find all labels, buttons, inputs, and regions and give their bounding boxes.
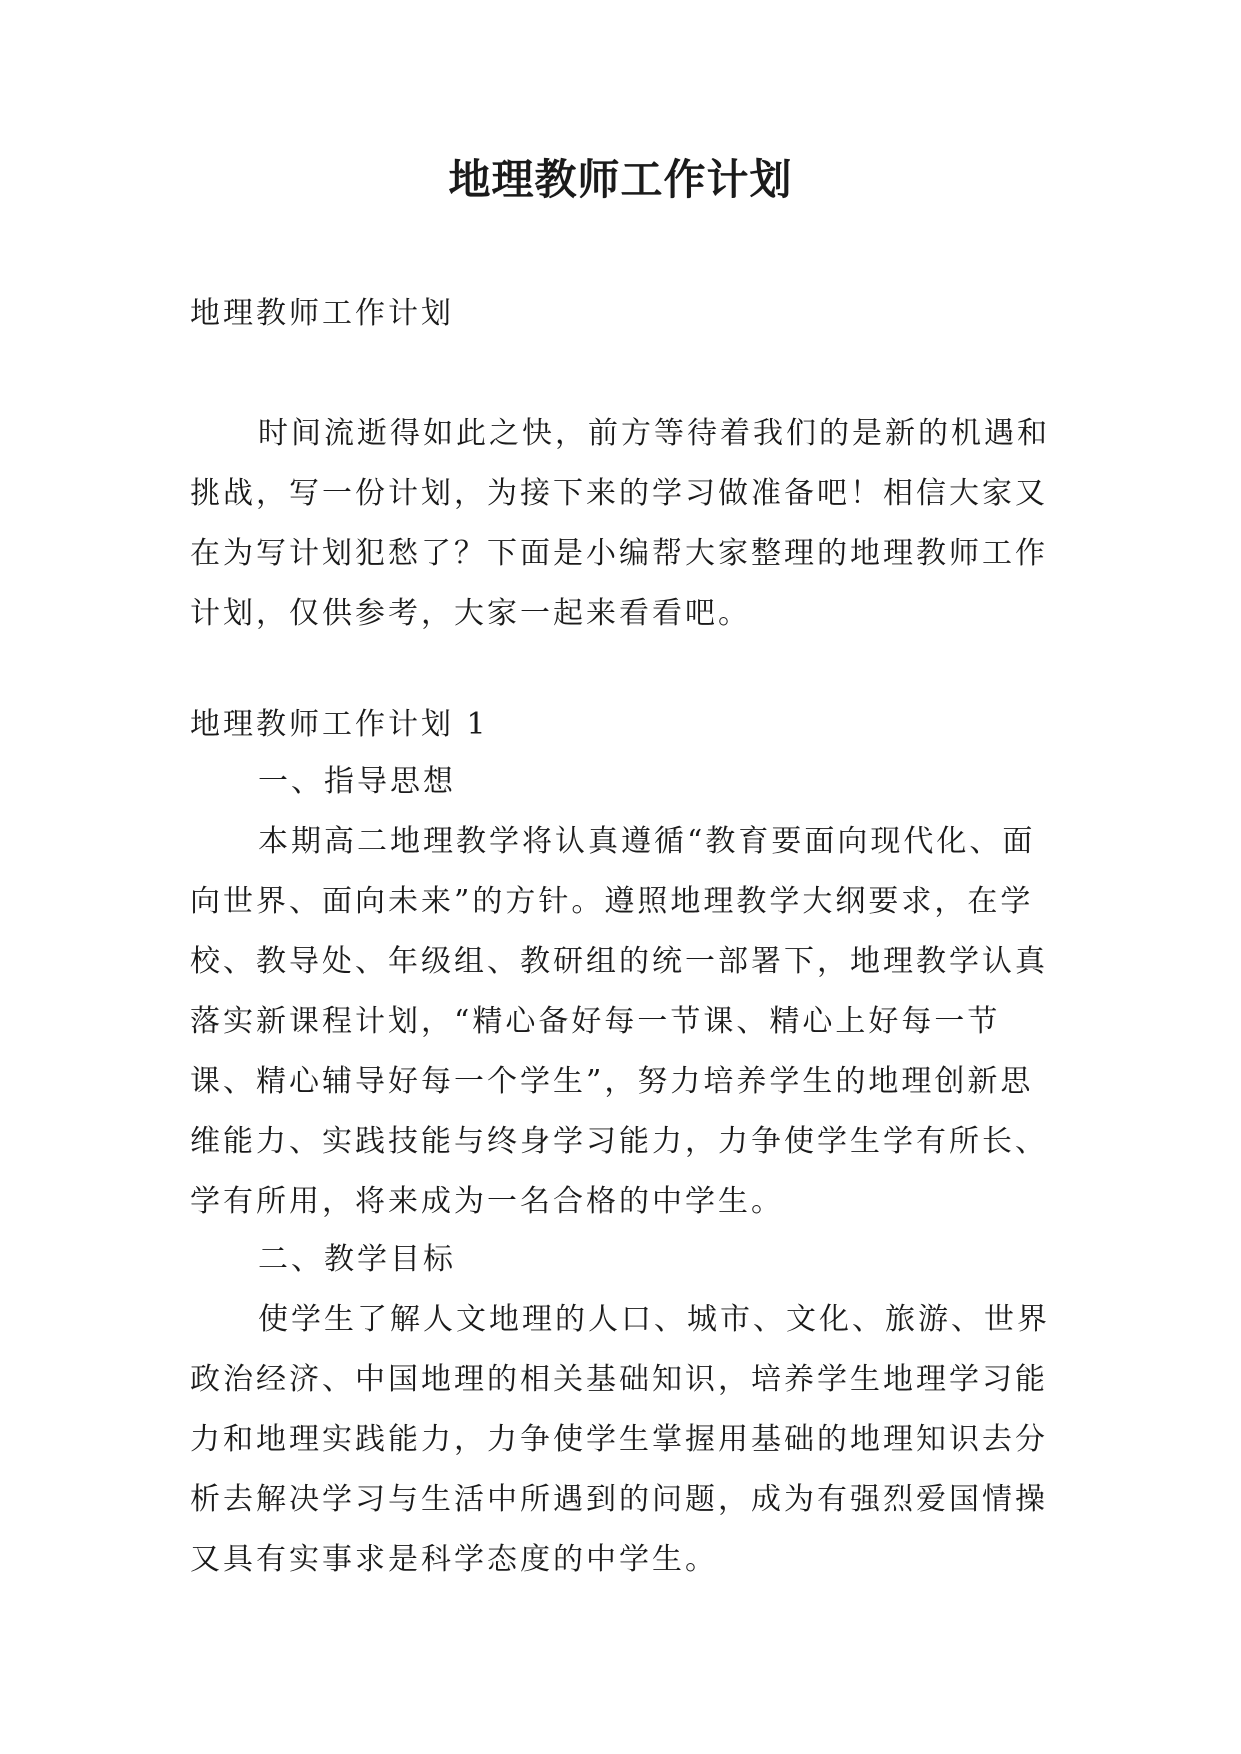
- section-heading-guiding-thought: 一、指导思想: [258, 764, 456, 799]
- paragraph-guiding-thought: 本期高二地理教学将认真遵循“教育要面向现代化、面向世界、面向未来”的方针。遵照地理教学大纲要求，在学校、教导处、年级组、教研组的统一部署下，地理教学认真落实新课程计划，“精心备好每一节课、精心上好每一节课、精心辅导好每一个学生”，努力培养学生的地理创新思维能力、实践技能与终身学习能力，力争使学生学有所长、学有所用，将来成为一名合格的中学生。: [190, 824, 1048, 1219]
- section-title: 地理教师工作计划 1: [190, 707, 489, 742]
- page-title: 地理教师工作计划: [448, 155, 793, 204]
- paragraph-teaching-goals: 使学生了解人文地理的人口、城市、文化、旅游、世界政治经济、中国地理的相关基础知识，培养学生地理学习能力和地理实践能力，力争使学生掌握用基础的地理知识去分析去解决学习与生活中所遇到的问题，成为有强烈爱国情操又具有实事求是科学态度的中学生。: [190, 1302, 1050, 1577]
- intro-paragraph: 时间流逝得如此之快，前方等待着我们的是新的机遇和挑战，写一份计划，为接下来的学习做准备吧！相信大家又在为写计划犯愁了？下面是小编帮大家整理的地理教师工作计划，仅供参考，大家一起来看看吧。: [190, 416, 1050, 631]
- section-heading-teaching-goals: 二、教学目标: [258, 1242, 456, 1277]
- document-subtitle: 地理教师工作计划: [190, 296, 454, 331]
